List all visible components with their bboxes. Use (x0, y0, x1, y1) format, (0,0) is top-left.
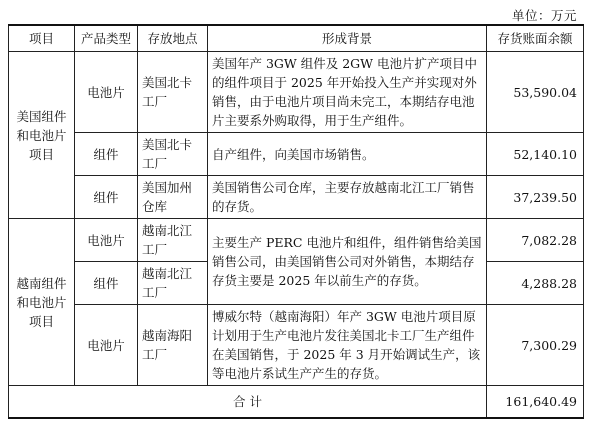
background-cell: 美国年产 3GW 组件及 2GW 电池片扩产项目中的组件项目于 2025 年开始投入生产并实现对外销售，由于电池片项目尚未完工，本期结存电池片主要系外购取得，用于生产组件。 (208, 52, 487, 133)
location-cell: 美国加州仓库 (138, 176, 208, 219)
table-row (9, 305, 584, 386)
product-type-cell: 电池片 (75, 219, 138, 262)
background-cell: 自产组件，向美国市场销售。 (208, 133, 487, 176)
project-cell: 越南组件和电池片项目 (9, 219, 75, 386)
location-cell: 越南北江工厂 (138, 219, 208, 262)
table-row (9, 133, 584, 176)
background-cell: 美国销售公司仓库，主要存放越南北江工厂销售的存货。 (208, 176, 487, 219)
product-type-cell: 组件 (75, 262, 138, 305)
location-cell: 美国北卡工厂 (138, 133, 208, 176)
balance-cell: 37,239.50 (487, 176, 584, 219)
total-balance: 161,640.49 (487, 386, 584, 419)
table-row (9, 52, 584, 133)
balance-cell: 52,140.10 (487, 133, 584, 176)
table-row (9, 176, 584, 219)
balance-cell: 53,590.04 (487, 52, 584, 133)
unit-note: 单位：万元 (511, 8, 577, 23)
location-cell: 美国北卡工厂 (138, 52, 208, 133)
background-cell: 博威尔特（越南海阳）年产 3GW 电池片项目原计划用于生产电池片发往美国北卡工厂生产组件在美国销售，于 2025 年 3 月开始调试生产，该等电池片系试生产产生的存货。 (208, 305, 487, 386)
total-row (9, 386, 584, 419)
background-cell: 主要生产 PERC 电池片和组件，组件销售给美国销售公司，由美国销售公司对外销售，本期结存存货主要是 2025 年以前生产的存货。 (208, 219, 487, 305)
product-type-cell: 组件 (75, 133, 138, 176)
balance-cell: 4,288.28 (487, 262, 584, 305)
table-row (9, 219, 584, 262)
balance-cell: 7,300.29 (487, 305, 584, 386)
product-type-cell: 电池片 (75, 52, 138, 133)
header-location: 存放地点 (138, 25, 208, 52)
balance-cell: 7,082.28 (487, 219, 584, 262)
total-label: 合 计 (9, 386, 487, 419)
location-cell: 越南海阳工厂 (138, 305, 208, 386)
project-cell: 美国组件和电池片项目 (9, 52, 75, 219)
location-cell: 越南北江工厂 (138, 262, 208, 305)
header-background: 形成背景 (208, 25, 487, 52)
header-balance: 存货账面余额 (487, 25, 584, 52)
product-type-cell: 组件 (75, 176, 138, 219)
header-row (9, 25, 584, 52)
header-project: 项目 (9, 25, 75, 52)
product-type-cell: 电池片 (75, 305, 138, 386)
header-product-type: 产品类型 (75, 25, 138, 52)
inventory-table (8, 24, 584, 419)
